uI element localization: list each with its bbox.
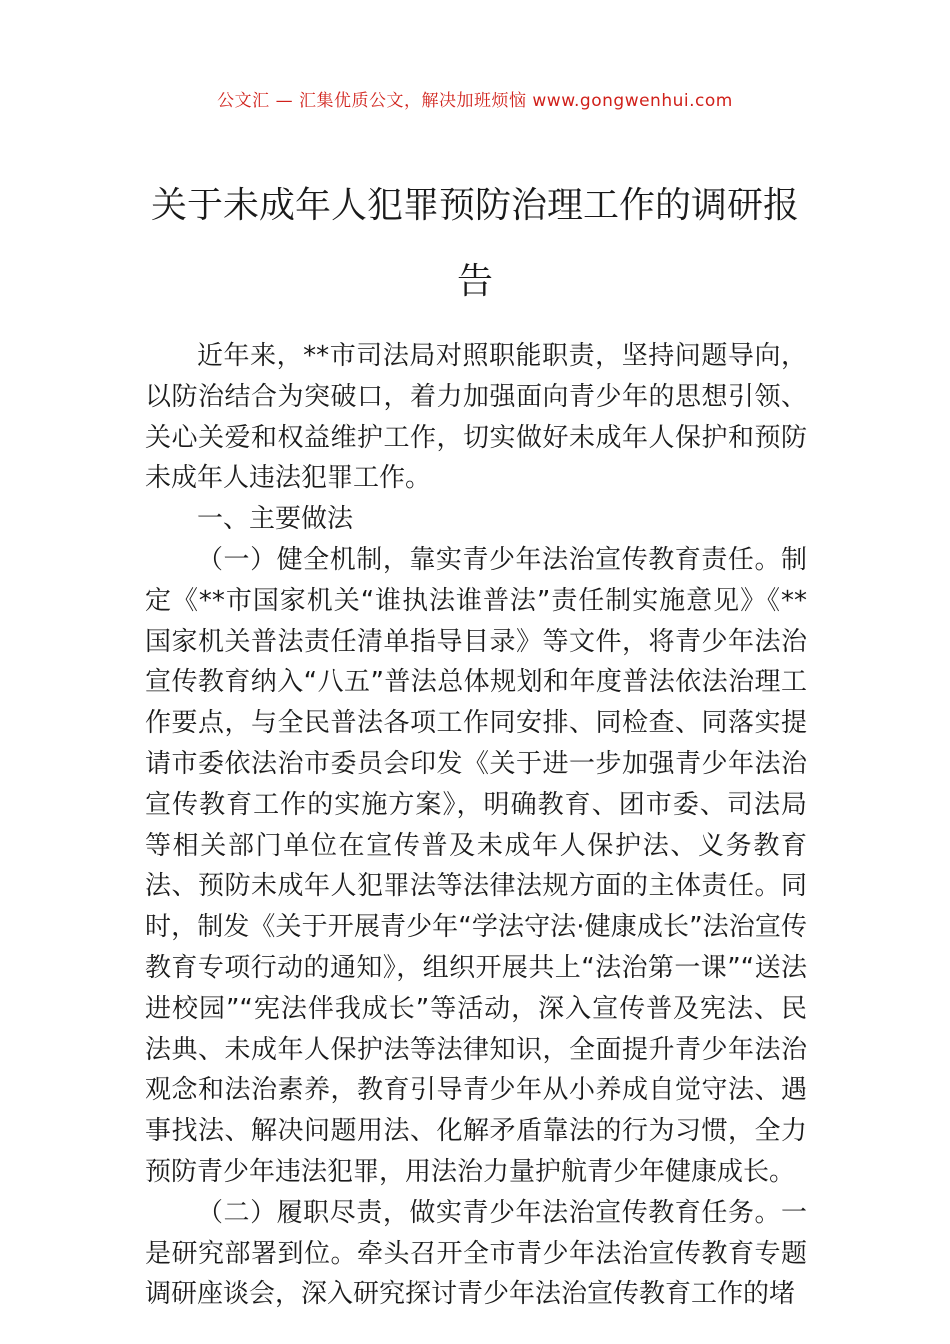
paragraph-mechanism: （一）健全机制，靠实青少年法治宣传教育责任。制定《**市国家机关“谁执法谁普法”责任制实施意见》《**国家机关普法责任清单指导目录》等文件，将青少年法治宣传教育纳入“八五”普法总体规划和年度普法依法治理工作要点，与全民普法各项工作同安排、同检查、同落实提请市委依法治市委员会印发《关于进一步加强青少年法治宣传教育工作的实施方案》，明确教育、团市委、司法局等相关部门单位在宣传普及未成年人保护法、义务教育法、预防未成年人犯罪法等法律法规方面的主体责任。同时，制发《关于开展青少年“学法守法·健康成长”法治宣传教育专项行动的通知》，组织开展共上“法治第一课”“送法进校园”“宪法伴我成长”等活动，深入宣传普及宪法、民法典、未成年人保护法等法律知识，全面提升青少年法治观念和法治素养，教育引导青少年从小养成自觉守法、遇事找法、解决问题用法、化解矛盾靠法的行为习惯，全力预防青少年违法犯罪，用法治力量护航青少年健康成长。 <box>145 544 807 1187</box>
document-body <box>145 336 807 1315</box>
paragraph-duties: （二）履职尽责，做实青少年法治宣传教育任务。一是研究部署到位。牵头召开全市青少年法治宣传教育专题调研座谈会，深入研究探讨青少年法治宣传教育工作的堵 <box>145 1197 807 1310</box>
paragraph-intro: 近年来，**市司法局对照职能职责，坚持问题导向，以防治结合为突破口，着力加强面向青少年的思想引领、关心关爱和权益维护工作，切实做好未成年人保护和预防未成年人违法犯罪工作。 <box>145 341 807 494</box>
document-title: 关于未成年人犯罪预防治理工作的调研报告 <box>150 185 799 302</box>
header-banner: 公文汇 — 汇集优质公文，解决加班烦恼 www.gongwenhui.com <box>217 91 733 111</box>
section-heading: 一、主要做法 <box>197 504 354 535</box>
